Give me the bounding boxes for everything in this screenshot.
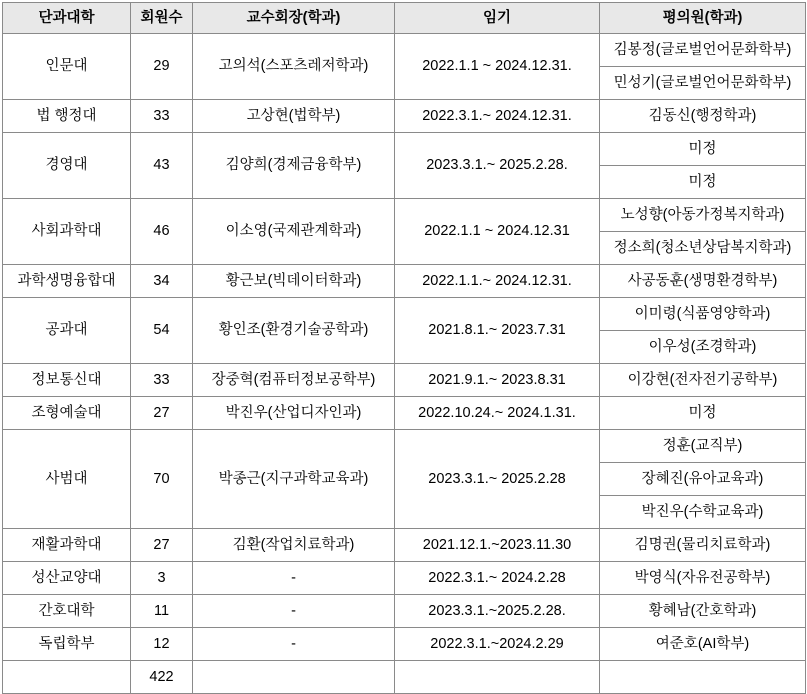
- cell-term: 2022.3.1.~2024.2.29: [395, 628, 600, 661]
- cell-members: 3: [131, 562, 193, 595]
- cell-chair: 김환(작업치료학과): [193, 529, 395, 562]
- cell-chair: 장중혁(컴퓨터정보공학부): [193, 364, 395, 397]
- cell-members: 46: [131, 199, 193, 265]
- table-row: [3, 562, 806, 595]
- total-members-cell: 422: [131, 661, 193, 694]
- cell-committee: 이우성(조경학과): [600, 331, 806, 364]
- cell-chair: 김양희(경제금융학부): [193, 133, 395, 199]
- cell-college: 재활과학대: [3, 529, 131, 562]
- cell-term: 2021.9.1.~ 2023.8.31: [395, 364, 600, 397]
- cell-committee: 이강현(전자전기공학부): [600, 364, 806, 397]
- cell-college: 사범대: [3, 430, 131, 529]
- cell-members: 12: [131, 628, 193, 661]
- cell-committee: 민성기(글로벌언어문화학부): [600, 67, 806, 100]
- header-committee: 평의원(학과): [600, 3, 806, 34]
- header-chair: 교수회장(학과): [193, 3, 395, 34]
- cell-college: 공과대: [3, 298, 131, 364]
- cell-committee: 박진우(수학교육과): [600, 496, 806, 529]
- total-empty-cell: [193, 661, 395, 694]
- cell-committee: 이미령(식품영양학과): [600, 298, 806, 331]
- cell-term: 2023.3.1.~ 2025.2.28.: [395, 133, 600, 199]
- cell-committee: 여준호(AI학부): [600, 628, 806, 661]
- cell-chair: 이소영(국제관계학과): [193, 199, 395, 265]
- table-row: [3, 199, 806, 232]
- faculty-council-table: [2, 2, 806, 694]
- cell-members: 29: [131, 34, 193, 100]
- cell-members: 27: [131, 529, 193, 562]
- cell-chair: -: [193, 562, 395, 595]
- cell-college: 법 행정대: [3, 100, 131, 133]
- table-row: [3, 628, 806, 661]
- cell-term: 2023.3.1.~ 2025.2.28: [395, 430, 600, 529]
- cell-members: 43: [131, 133, 193, 199]
- cell-chair: 박진우(산업디자인과): [193, 397, 395, 430]
- table-row: [3, 298, 806, 331]
- total-label-cell: [3, 661, 131, 694]
- cell-chair: 박종근(지구과학교육과): [193, 430, 395, 529]
- cell-committee: 김동신(행정학과): [600, 100, 806, 133]
- cell-committee: 정훈(교직부): [600, 430, 806, 463]
- cell-term: 2022.3.1.~ 2024.12.31.: [395, 100, 600, 133]
- table-total-row: [3, 661, 806, 694]
- cell-committee: 미정: [600, 397, 806, 430]
- table-header-row: [3, 3, 806, 34]
- cell-chair: 고상현(법학부): [193, 100, 395, 133]
- cell-committee: 정소희(청소년상담복지학과): [600, 232, 806, 265]
- cell-committee: 장혜진(유아교육과): [600, 463, 806, 496]
- total-empty-cell: [395, 661, 600, 694]
- cell-committee: 노성향(아동가정복지학과): [600, 199, 806, 232]
- cell-term: 2021.8.1.~ 2023.7.31: [395, 298, 600, 364]
- cell-chair: 고의석(스포츠레저학과): [193, 34, 395, 100]
- cell-committee: 미정: [600, 166, 806, 199]
- cell-chair: -: [193, 595, 395, 628]
- table-row: [3, 397, 806, 430]
- cell-college: 정보통신대: [3, 364, 131, 397]
- cell-term: 2022.3.1.~ 2024.2.28: [395, 562, 600, 595]
- table-row: [3, 100, 806, 133]
- cell-college: 인문대: [3, 34, 131, 100]
- cell-members: 70: [131, 430, 193, 529]
- cell-chair: 황인조(환경기술공학과): [193, 298, 395, 364]
- cell-committee: 김명권(물리치료학과): [600, 529, 806, 562]
- cell-members: 11: [131, 595, 193, 628]
- header-term: 임기: [395, 3, 600, 34]
- cell-college: 간호대학: [3, 595, 131, 628]
- header-college: 단과대학: [3, 3, 131, 34]
- table-row: [3, 265, 806, 298]
- cell-college: 조형예술대: [3, 397, 131, 430]
- cell-committee: 사공동훈(생명환경학부): [600, 265, 806, 298]
- table-row: [3, 529, 806, 562]
- cell-term: 2022.1.1.~ 2024.12.31.: [395, 265, 600, 298]
- cell-committee: 김봉정(글로벌언어문화학부): [600, 34, 806, 67]
- cell-members: 33: [131, 100, 193, 133]
- cell-college: 사회과학대: [3, 199, 131, 265]
- cell-college: 과학생명융합대: [3, 265, 131, 298]
- table-body: [3, 34, 806, 694]
- table-row: [3, 595, 806, 628]
- cell-committee: 황혜남(간호학과): [600, 595, 806, 628]
- cell-chair: 황근보(빅데이터학과): [193, 265, 395, 298]
- table-row: [3, 364, 806, 397]
- cell-term: 2023.3.1.~2025.2.28.: [395, 595, 600, 628]
- cell-college: 경영대: [3, 133, 131, 199]
- cell-members: 34: [131, 265, 193, 298]
- cell-committee: 미정: [600, 133, 806, 166]
- cell-term: 2022.1.1 ~ 2024.12.31.: [395, 34, 600, 100]
- cell-college: 성산교양대: [3, 562, 131, 595]
- cell-chair: -: [193, 628, 395, 661]
- cell-term: 2022.1.1 ~ 2024.12.31: [395, 199, 600, 265]
- cell-term: 2022.10.24.~ 2024.1.31.: [395, 397, 600, 430]
- table-row: [3, 34, 806, 67]
- cell-members: 54: [131, 298, 193, 364]
- cell-college: 독립학부: [3, 628, 131, 661]
- table-header: [3, 3, 806, 34]
- header-members: 회원수: [131, 3, 193, 34]
- cell-committee: 박영식(자유전공학부): [600, 562, 806, 595]
- table-row: [3, 133, 806, 166]
- total-empty-cell: [600, 661, 806, 694]
- table-row: [3, 430, 806, 463]
- cell-term: 2021.12.1.~2023.11.30: [395, 529, 600, 562]
- cell-members: 27: [131, 397, 193, 430]
- cell-members: 33: [131, 364, 193, 397]
